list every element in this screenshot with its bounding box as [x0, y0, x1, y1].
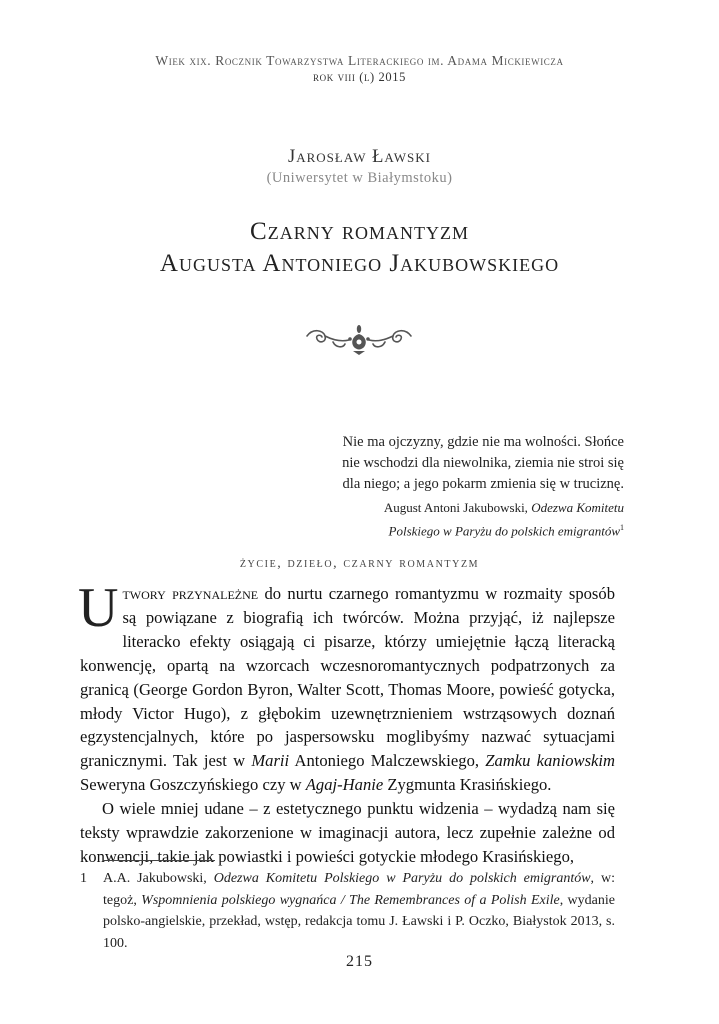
motto-line: nie wschodzi dla niewolnika, ziemia nie stroi się — [342, 455, 624, 471]
paragraph — [78, 577, 615, 797]
paragraph-text: do nurtu czarnego romantyzmu w rozmaity sposób są powiązane z biografią ich twórców. Można przyjąć, iż najlepsze literacko efekty osiągają ci pisarze, którzy umiejętnie łączą literacką konwencję, opartą na wzorcach wczesnoromantycznych podpatrzonych za granicą (George Gordon Byron, Walter Scott, Thomas Moore, powieść gotycka, młody Victor Hugo), z głębokim uzewnętrznieniem wstrząsowych doznań egzystencjalnych, które po jaspersowsku moglibyśmy nazwać sytuacjami granicznymi. Tak jest w — [80, 584, 615, 771]
section-heading: życie, dzieło, czarny romantyzm — [239, 556, 480, 571]
motto-source-author: August Antoni Jakubowski, — [383, 500, 528, 515]
footnote-ref[interactable]: 1 — [620, 523, 624, 532]
paragraph-text: Antoniego Malczewskiego, — [289, 751, 486, 771]
author-block — [0, 146, 719, 188]
paragraph-text: Seweryna Goszczyńskiego czy w — [80, 775, 306, 795]
motto-source-title: Odezwa Komitetu — [531, 500, 624, 515]
footnote-segment: , w: tegoż, — [103, 871, 615, 908]
footnote-number: 1 — [80, 871, 87, 886]
work-title: Agaj-Hanie — [305, 775, 384, 795]
drop-cap: U — [78, 577, 119, 639]
article-title — [0, 216, 719, 280]
footnote-title: Wspomnienia polskiego wygnańca / The Remembrances of a Polish Exile — [141, 892, 560, 908]
motto-line: Nie ma ojczyzny, gdzie nie ma wolności. Słońce — [342, 434, 624, 450]
work-title: Zamku kaniowskim — [485, 751, 615, 771]
motto — [300, 432, 624, 541]
lead-in: twory przynależne — [122, 584, 259, 603]
footnote-segment: , wydanie polsko-angielskie, przekład, wstęp, redakcja tomu J. Ławski i P. Oczko, Białystok 2013, s. 100. — [103, 892, 615, 951]
author-name: Jarosław Ławski — [288, 147, 431, 167]
page-number: 215 — [346, 953, 373, 970]
motto-line: dla niego; a jego pokarm zmienia się w truciznę. — [342, 476, 624, 492]
footnote-text — [103, 868, 615, 954]
floral-ornament-icon — [303, 322, 415, 356]
paragraph-text: Zygmunta Krasińskiego. — [383, 775, 552, 795]
work-title: Marii — [251, 751, 290, 771]
journal-volume: rok viii (l) 2015 — [313, 70, 406, 84]
footnote-segment: A.A. Jakubowski, — [103, 871, 214, 886]
footnote — [80, 868, 615, 954]
motto-quote — [300, 432, 624, 495]
journal-title: Wiek xix. Rocznik Towarzystwa Literackiego im. Adama Mickiewicza — [155, 53, 564, 68]
running-head — [0, 52, 719, 86]
author-affiliation: (Uniwersytet w Białymstoku) — [266, 170, 453, 186]
body-text — [78, 577, 615, 869]
paragraph: O wiele mniej udane – z estetycznego punktu widzenia – wydadzą nam się teksty wprawdzie zakorzenione w imaginacji autora, lecz zupełnie zależne od konwencji, takie jak powiastki i powieści gotyckie młodego Krasińskiego, — [80, 799, 615, 866]
motto-source-title: Polskiego w Paryżu do polskich emigrantów — [388, 523, 620, 539]
footnote-title: Odezwa Komitetu Polskiego w Paryżu do polskich emigrantów — [213, 871, 591, 886]
motto-source — [300, 498, 624, 541]
title-line-2: Augusta Antoniego Jakubowskiego — [159, 250, 560, 277]
footnote-rule — [103, 860, 215, 861]
title-line-1: Czarny romantyzm — [250, 218, 469, 245]
